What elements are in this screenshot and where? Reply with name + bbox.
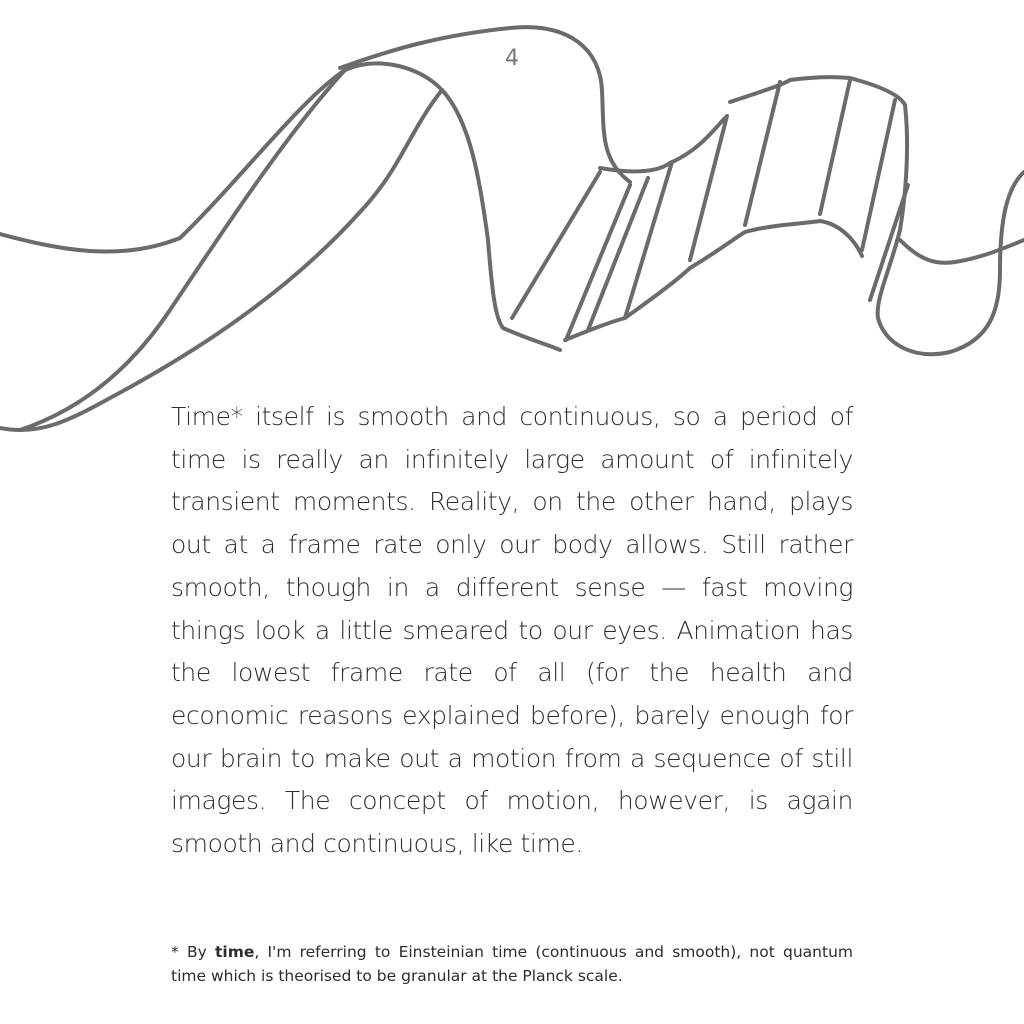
footnote-term: time [214, 943, 255, 961]
footnote [171, 940, 853, 988]
ribbon-lower-sweep [0, 90, 442, 430]
footnote-text: , I'm referring to Einsteinian time (continuous and smooth), not quantum time which is theorised to be granular at the Planck scale. [171, 943, 853, 985]
ribbon-left-edge [0, 63, 440, 251]
page-number: 4 [505, 46, 519, 71]
ribbon-right-tail [878, 105, 1024, 354]
ribbon-twist-top [600, 118, 725, 171]
ribbon-mid-edge [442, 90, 560, 350]
ribbon-twist-top-2 [730, 77, 905, 105]
footnote-prefix: * By [171, 943, 215, 961]
body-paragraph: Time* itself is smooth and continuous, so a period of time is really an infinitely large amount of infinitely transient moments. Reality, on the other hand, plays out at a frame rate only our body allows. Still rather smooth, though in a different sense — fast moving things look a little smeared to our eyes. Animation has the lowest frame rate of all (for the health and economic reasons explained before), barely enough for our brain to make out a motion from a sequence of still images. The concept of motion, however, is again smooth and continuous, like time. [171, 402, 853, 859]
ribbon-far-right [900, 240, 1024, 263]
